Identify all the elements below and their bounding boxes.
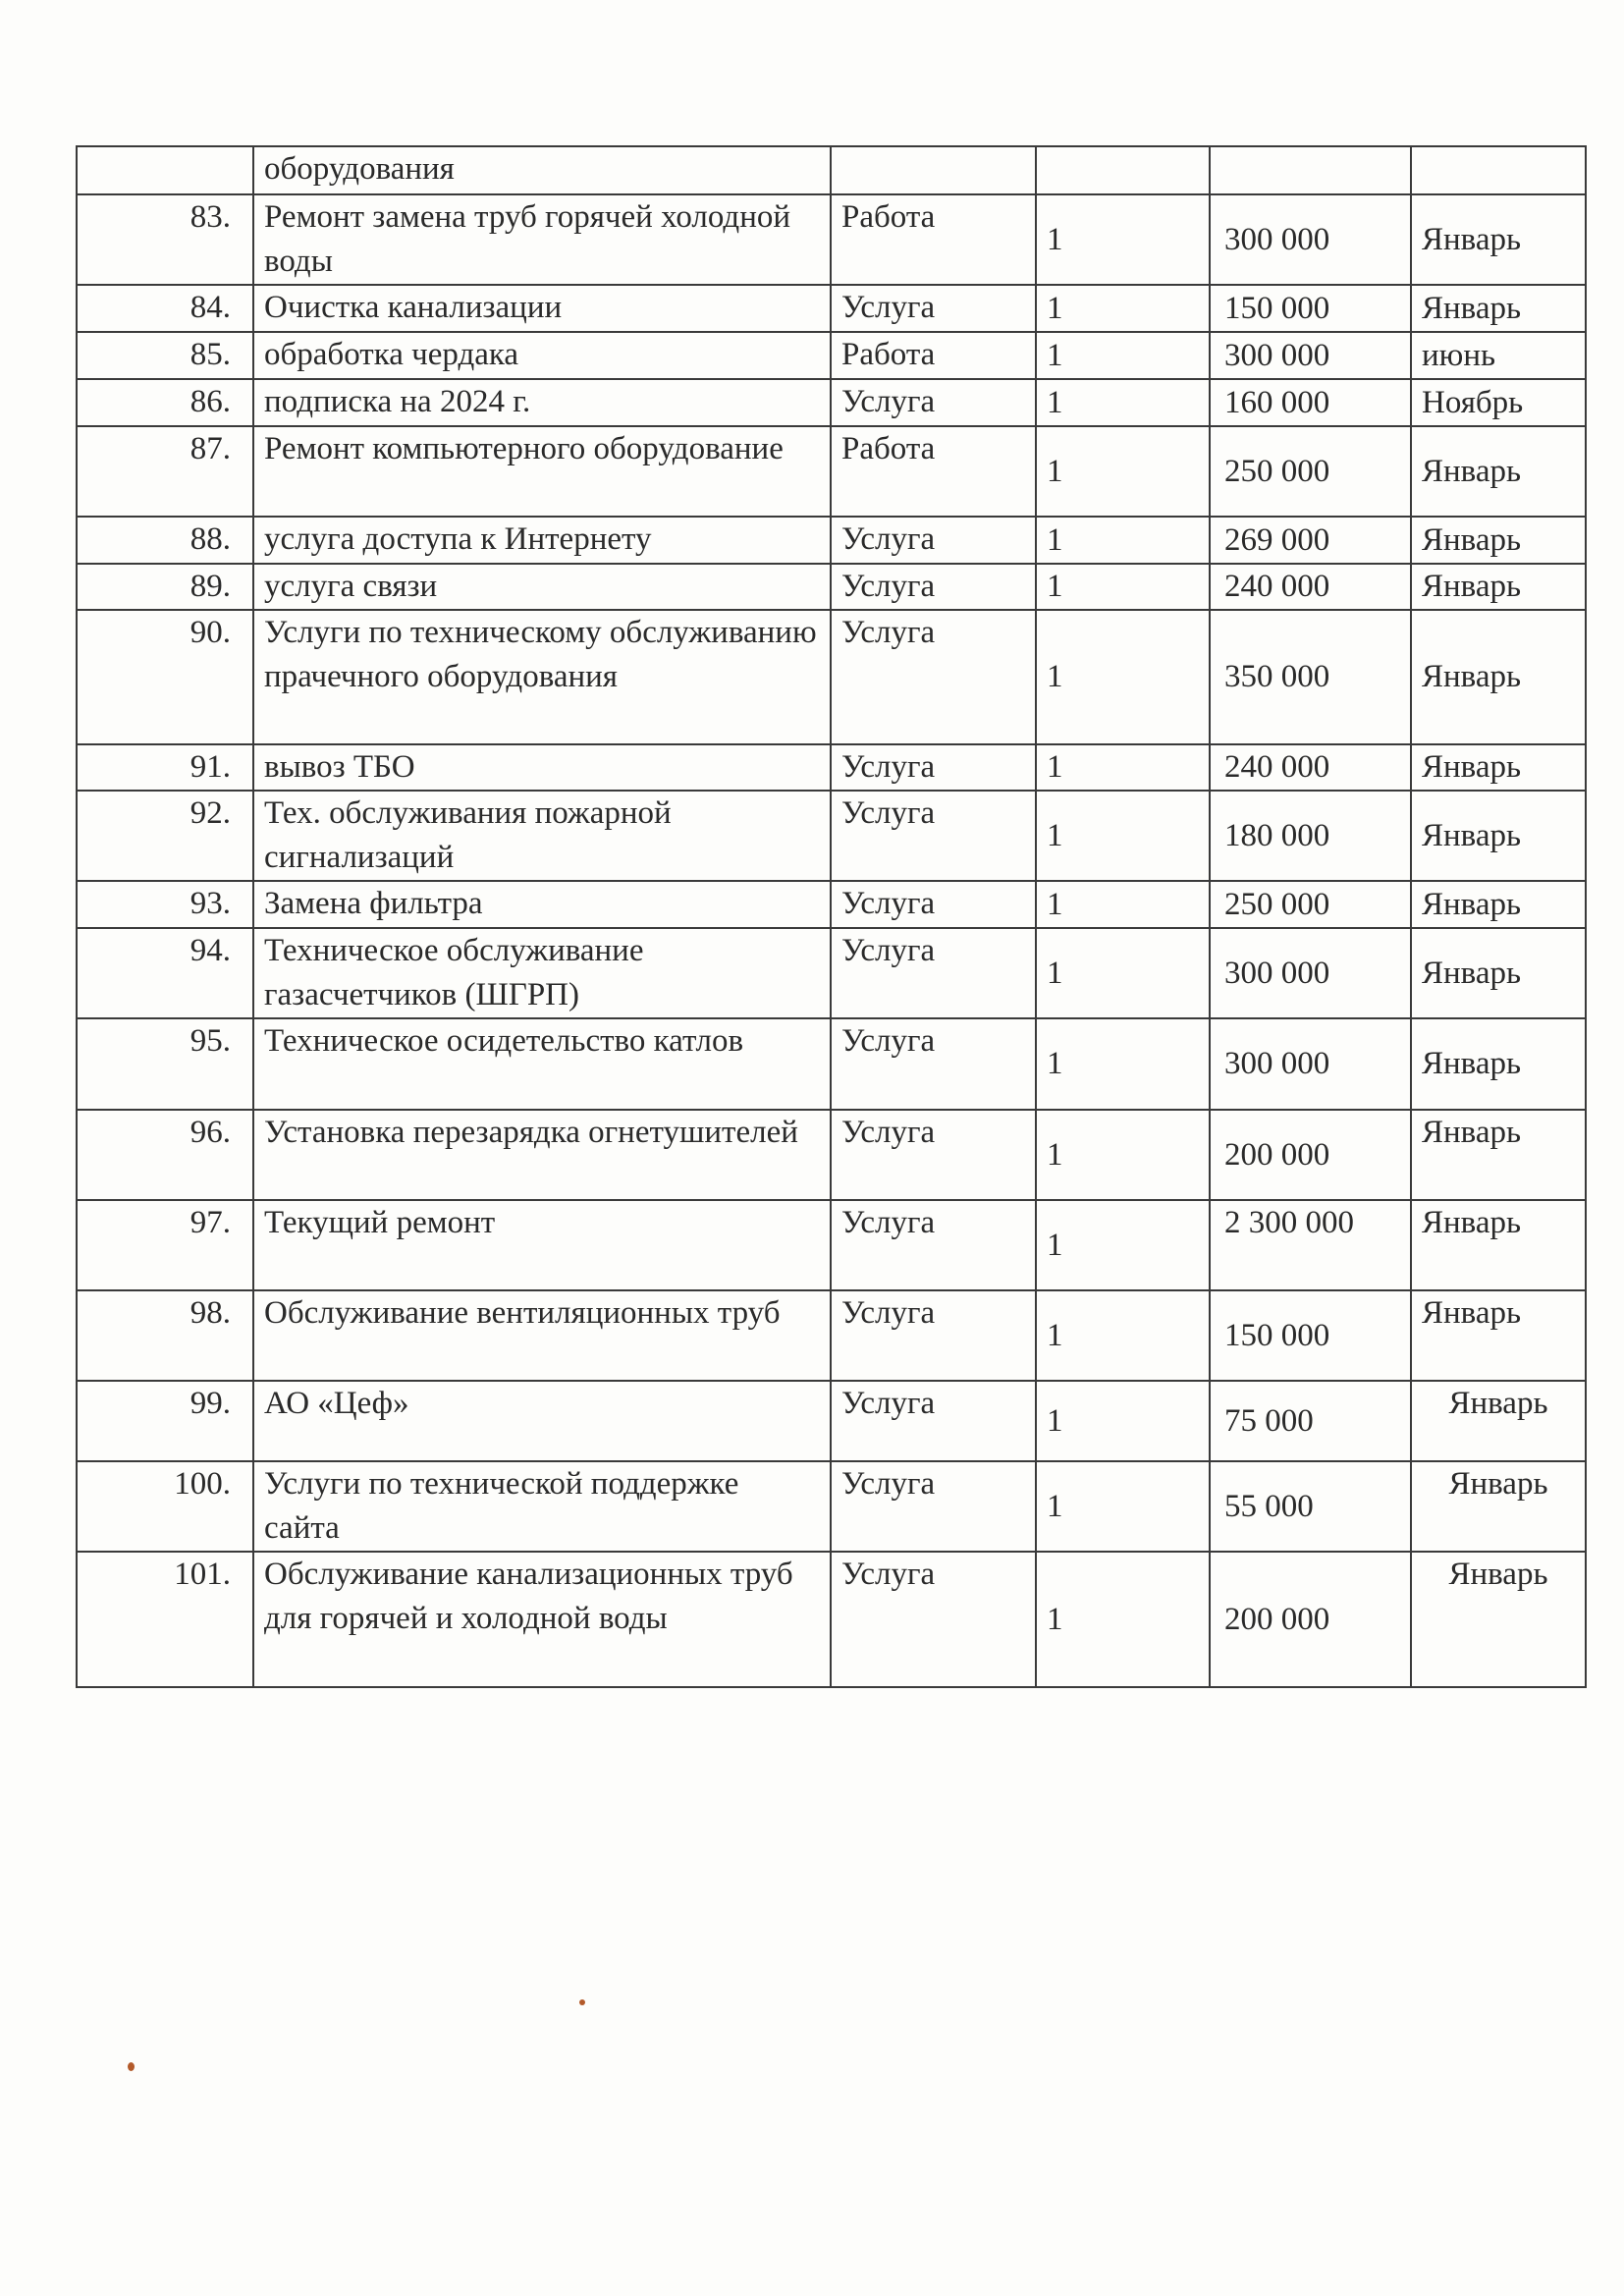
row-number: 100. [77,1461,253,1552]
procurement-plan-table [76,145,1587,1688]
row-month: Январь [1411,285,1586,332]
row-number: 84. [77,285,253,332]
row-number: 90. [77,610,253,744]
row-type: Услуга [831,928,1036,1018]
row-month: Январь [1411,1290,1586,1381]
row-number: 87. [77,426,253,517]
row-qty [1036,146,1210,194]
row-name: Обслуживание канализационных труб для горячей и холодной воды [253,1552,831,1687]
row-amount: 300 000 [1210,332,1411,379]
row-qty: 1 [1036,1200,1210,1290]
row-type: Услуга [831,791,1036,881]
row-amount: 200 000 [1210,1110,1411,1200]
table-row [77,1290,1586,1381]
row-qty: 1 [1036,1552,1210,1687]
row-type: Услуга [831,610,1036,744]
row-type: Услуга [831,881,1036,928]
row-name: вывоз ТБО [253,744,831,791]
row-month: Ноябрь [1411,379,1586,426]
row-type: Услуга [831,564,1036,610]
row-qty: 1 [1036,379,1210,426]
row-type: Работа [831,332,1036,379]
row-amount: 55 000 [1210,1461,1411,1552]
row-number: 91. [77,744,253,791]
row-type: Услуга [831,285,1036,332]
row-name: Услуги по технической поддержке сайта [253,1461,831,1552]
row-number: 86. [77,379,253,426]
row-type: Работа [831,194,1036,285]
row-amount: 180 000 [1210,791,1411,881]
table-row [77,1552,1586,1687]
row-qty: 1 [1036,564,1210,610]
row-number: 98. [77,1290,253,1381]
row-qty: 1 [1036,517,1210,564]
row-qty: 1 [1036,194,1210,285]
row-qty: 1 [1036,332,1210,379]
row-month [1411,146,1586,194]
table-row [77,194,1586,285]
row-qty: 1 [1036,610,1210,744]
row-amount [1210,146,1411,194]
row-type: Услуга [831,379,1036,426]
row-name: Текущий ремонт [253,1200,831,1290]
row-month: Январь [1411,564,1586,610]
row-number [77,146,253,194]
row-number: 95. [77,1018,253,1110]
row-qty: 1 [1036,1381,1210,1461]
table-row [77,1018,1586,1110]
row-qty: 1 [1036,928,1210,1018]
row-number: 96. [77,1110,253,1200]
table-row [77,928,1586,1018]
row-name: Замена фильтра [253,881,831,928]
row-amount: 300 000 [1210,194,1411,285]
row-amount: 160 000 [1210,379,1411,426]
row-number: 92. [77,791,253,881]
row-amount: 2 300 000 [1210,1200,1411,1290]
table-row [77,1381,1586,1461]
row-amount: 300 000 [1210,1018,1411,1110]
row-month: Январь [1411,1018,1586,1110]
table-row [77,610,1586,744]
row-amount: 269 000 [1210,517,1411,564]
row-number: 89. [77,564,253,610]
table-row [77,379,1586,426]
row-type: Услуга [831,744,1036,791]
row-name: услуга связи [253,564,831,610]
row-name: Установка перезарядка огнетушителей [253,1110,831,1200]
row-name: Услуги по техническому обслуживанию прачечного оборудования [253,610,831,744]
row-name: АО «Цеф» [253,1381,831,1461]
row-type: Услуга [831,1552,1036,1687]
table-row [77,791,1586,881]
row-number: 85. [77,332,253,379]
row-type: Услуга [831,1290,1036,1381]
table-row [77,517,1586,564]
row-type: Услуга [831,1381,1036,1461]
row-type: Услуга [831,1200,1036,1290]
row-name: Техническое обслуживание газасчетчиков (ШГРП) [253,928,831,1018]
scan-speck [128,2062,135,2071]
row-month: Январь [1411,1200,1586,1290]
row-month: Январь [1411,1552,1586,1687]
table-row [77,881,1586,928]
table-row [77,744,1586,791]
scan-speck [579,1999,585,2005]
table-row [77,1461,1586,1552]
row-qty: 1 [1036,1018,1210,1110]
row-number: 93. [77,881,253,928]
row-type: Работа [831,426,1036,517]
row-type: Услуга [831,1018,1036,1110]
row-qty: 1 [1036,744,1210,791]
row-name: Тех. обслуживания пожарной сигнализаций [253,791,831,881]
row-month: Январь [1411,517,1586,564]
row-name: услуга доступа к Интернету [253,517,831,564]
table-row [77,332,1586,379]
row-month: Январь [1411,1110,1586,1200]
row-number: 88. [77,517,253,564]
row-type [831,146,1036,194]
row-month: Январь [1411,1461,1586,1552]
row-amount: 250 000 [1210,881,1411,928]
row-month: Январь [1411,744,1586,791]
table-row [77,285,1586,332]
row-qty: 1 [1036,791,1210,881]
row-amount: 200 000 [1210,1552,1411,1687]
row-name: Очистка канализации [253,285,831,332]
row-amount: 150 000 [1210,285,1411,332]
row-amount: 75 000 [1210,1381,1411,1461]
row-amount: 240 000 [1210,744,1411,791]
row-name: Обслуживание вентиляционных труб [253,1290,831,1381]
table-row [77,426,1586,517]
row-type: Услуга [831,1461,1036,1552]
row-month: июнь [1411,332,1586,379]
row-month: Январь [1411,194,1586,285]
table-row [77,564,1586,610]
row-number: 99. [77,1381,253,1461]
table-row [77,1200,1586,1290]
row-qty: 1 [1036,426,1210,517]
row-number: 97. [77,1200,253,1290]
row-month: Январь [1411,426,1586,517]
row-month: Январь [1411,881,1586,928]
row-amount: 350 000 [1210,610,1411,744]
row-qty: 1 [1036,1110,1210,1200]
row-name: Техническое осидетельство катлов [253,1018,831,1110]
row-month: Январь [1411,1381,1586,1461]
row-month: Январь [1411,791,1586,881]
table-row [77,1110,1586,1200]
row-qty: 1 [1036,1290,1210,1381]
row-name: Ремонт компьютерного оборудование [253,426,831,517]
row-number: 94. [77,928,253,1018]
row-type: Услуга [831,517,1036,564]
row-month: Январь [1411,610,1586,744]
row-qty: 1 [1036,881,1210,928]
row-qty: 1 [1036,1461,1210,1552]
row-amount: 150 000 [1210,1290,1411,1381]
row-type: Услуга [831,1110,1036,1200]
row-amount: 250 000 [1210,426,1411,517]
row-name: подписка на 2024 г. [253,379,831,426]
row-name: оборудования [253,146,831,194]
row-name: Ремонт замена труб горячей холодной воды [253,194,831,285]
row-name: обработка чердака [253,332,831,379]
row-amount: 300 000 [1210,928,1411,1018]
table-row-continued [77,146,1586,194]
row-amount: 240 000 [1210,564,1411,610]
row-month: Январь [1411,928,1586,1018]
row-number: 83. [77,194,253,285]
row-qty: 1 [1036,285,1210,332]
row-number: 101. [77,1552,253,1687]
